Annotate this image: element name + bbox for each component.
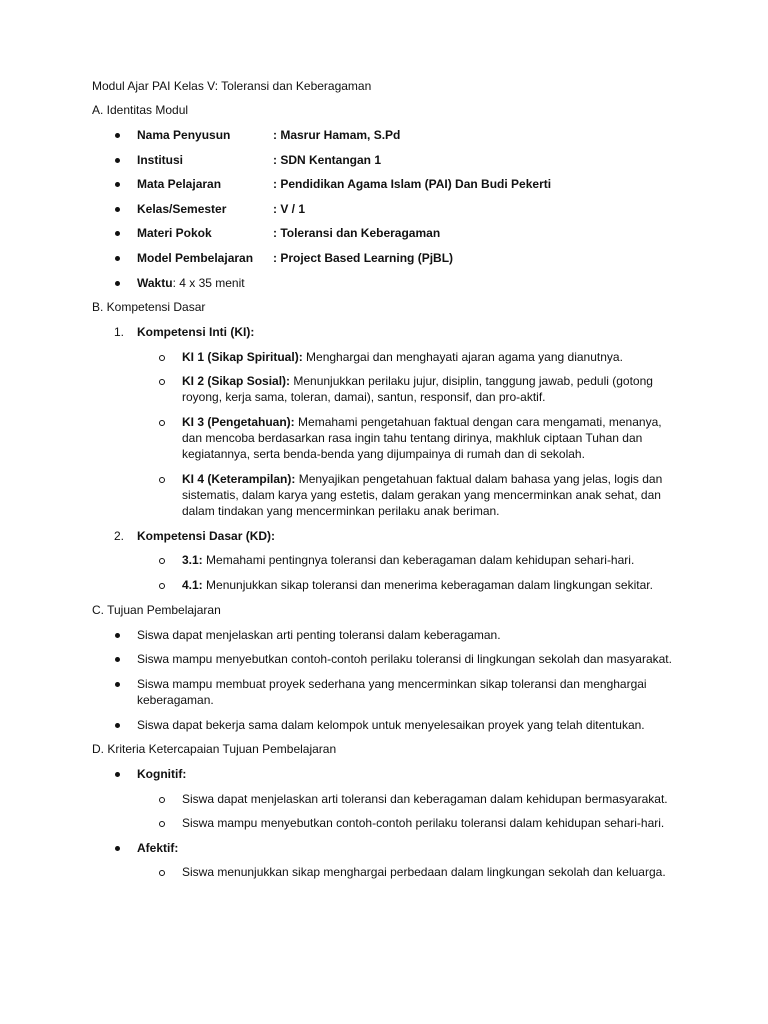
section-b-heading: B. Kompetensi Dasar bbox=[92, 300, 206, 315]
competency-kd: 2. Kompetensi Dasar (KD): 3.1: Memahami pentingnya toleransi dan keberagaman dalam kehidupan sehari-hari. 4.1: Menunjukkan sikap toleransi dan menerima keberagaman dalam lingkungan sekitar. bbox=[92, 528, 698, 593]
competency-list bbox=[92, 324, 698, 593]
bullet-icon bbox=[115, 182, 120, 187]
bullet-icon bbox=[115, 723, 120, 728]
identity-item: Mata Pelajaran : Pendidikan Agama Islam (PAI) Dan Budi Pekerti bbox=[92, 176, 698, 192]
identity-item: Kelas/Semester : V / 1 bbox=[92, 201, 698, 217]
ki-list bbox=[137, 349, 698, 519]
criteria-kognitif: Kognitif: Siswa dapat menjelaskan arti toleransi dan keberagaman dalam kehidupan bermasyarakat. Siswa mampu menyebutkan contoh-contoh perilaku toleransi dalam kehidupan sehari-hari. bbox=[92, 766, 698, 831]
bullet-icon bbox=[115, 231, 120, 236]
circle-bullet-icon bbox=[159, 379, 165, 385]
competency-ki: 1. Kompetensi Inti (KI): KI 1 (Sikap Spiritual): Menghargai dan menghayati ajaran agama yang dianutnya. KI 2 (Sikap Sosial): Menunjukkan perilaku jujur, disiplin, tanggung jawab, peduli (gotong royong, kerja sama, toleran, damai), santun, responsif, dan pro-aktif. KI 3 (Pengetahuan): Memahami pengetahuan faktual dengan cara mengamati, menanya, dan mencoba berdasarkan rasa ingin tahu tentang dirinya, makhluk ciptaan Tuhan dan kegiatannya, serta benda-benda yang dijumpainya di rumah dan di sekolah. KI 4 (Keterampilan): Menyajikan pengetahuan faktual dalam bahasa yang jelas, logis dan sistematis, dalam karya yang estetis, dalam gerakan yang mencerminkan anak sehat, dan dalam tindakan yang mencerminkan perilaku anak beriman. bbox=[92, 324, 698, 518]
objective-item: Siswa dapat menjelaskan arti penting toleransi dalam keberagaman. bbox=[92, 627, 682, 643]
objective-item: Siswa dapat bekerja sama dalam kelompok untuk menyelesaikan proyek yang telah ditentukan. bbox=[92, 717, 682, 733]
circle-bullet-icon bbox=[159, 420, 165, 426]
criteria-afektif: Afektif: Siswa menunjukkan sikap menghargai perbedaan dalam lingkungan sekolah dan keluarga. bbox=[92, 840, 698, 881]
kognitif-item: Siswa dapat menjelaskan arti toleransi dan keberagaman dalam kehidupan bermasyarakat. bbox=[92, 791, 680, 807]
objective-item: Siswa mampu menyebutkan contoh-contoh perilaku toleransi di lingkungan sekolah dan masyarakat. bbox=[92, 651, 682, 667]
bullet-icon bbox=[115, 133, 120, 138]
identity-item: Materi Pokok : Toleransi dan Keberagaman bbox=[92, 225, 698, 241]
ki-item: KI 1 (Sikap Spiritual): Menghargai dan menghayati ajaran agama yang dianutnya. bbox=[92, 349, 680, 365]
ki-item: KI 4 (Keterampilan): Menyajikan pengetahuan faktual dalam bahasa yang jelas, logis dan sistematis, dalam karya yang estetis, dalam gerakan yang mencerminkan anak sehat, dan dalam tindakan yang mencerminkan perilaku anak beriman. bbox=[92, 471, 680, 519]
bullet-icon bbox=[115, 846, 120, 851]
objective-item: Siswa mampu membuat proyek sederhana yang mencerminkan sikap toleransi dan menghargai keberagaman. bbox=[92, 676, 682, 708]
circle-bullet-icon bbox=[159, 870, 165, 876]
identity-list bbox=[92, 127, 698, 291]
criteria-list bbox=[92, 766, 698, 880]
identity-item: Model Pembelajaran : Project Based Learning (PjBL) bbox=[92, 250, 698, 266]
kd-item: 4.1: Menunjukkan sikap toleransi dan menerima keberagaman dalam lingkungan sekitar. bbox=[92, 577, 698, 593]
circle-bullet-icon bbox=[159, 355, 165, 361]
kognitif-item: Siswa mampu menyebutkan contoh-contoh perilaku toleransi dalam kehidupan sehari-hari. bbox=[92, 815, 680, 831]
kd-item: 3.1: Memahami pentingnya toleransi dan keberagaman dalam kehidupan sehari-hari. bbox=[92, 552, 698, 568]
identity-item: Nama Penyusun : Masrur Hamam, S.Pd bbox=[92, 127, 698, 143]
section-a-heading: A. Identitas Modul bbox=[92, 103, 189, 117]
ki-item: KI 2 (Sikap Sosial): Menunjukkan perilaku jujur, disiplin, tanggung jawab, peduli (gotong royong, kerja sama, toleran, damai), santun, responsif, dan pro-aktif. bbox=[92, 373, 680, 405]
bullet-icon bbox=[115, 682, 120, 687]
identity-item: Institusi : SDN Kentangan 1 bbox=[92, 152, 698, 168]
circle-bullet-icon bbox=[159, 477, 165, 483]
afektif-list bbox=[137, 864, 698, 880]
circle-bullet-icon bbox=[159, 821, 165, 827]
bullet-icon bbox=[115, 772, 120, 777]
identity-item-waktu: Waktu: 4 x 35 menit bbox=[92, 275, 698, 291]
objectives-list bbox=[92, 627, 698, 733]
circle-bullet-icon bbox=[159, 583, 165, 589]
circle-bullet-icon bbox=[159, 558, 165, 564]
bullet-icon bbox=[115, 633, 120, 638]
bullet-icon bbox=[115, 158, 120, 163]
section-d-heading: D. Kriteria Ketercapaian Tujuan Pembelajaran bbox=[92, 742, 337, 757]
circle-bullet-icon bbox=[159, 797, 165, 803]
bullet-icon bbox=[115, 207, 120, 212]
ki-item: KI 3 (Pengetahuan): Memahami pengetahuan faktual dengan cara mengamati, menanya, dan mencoba berdasarkan rasa ingin tahu tentang dirinya, makhluk ciptaan Tuhan dan kegiatannya, serta benda-benda yang dijumpainya di rumah dan di sekolah. bbox=[92, 414, 680, 462]
section-c-heading: C. Tujuan Pembelajaran bbox=[92, 602, 221, 617]
kd-list bbox=[137, 552, 698, 593]
bullet-icon bbox=[115, 281, 120, 286]
kognitif-list bbox=[137, 791, 698, 832]
bullet-icon bbox=[115, 657, 120, 662]
document-title: Modul Ajar PAI Kelas V: Toleransi dan Keberagaman bbox=[92, 79, 372, 93]
afektif-item: Siswa menunjukkan sikap menghargai perbedaan dalam lingkungan sekolah dan keluarga. bbox=[92, 864, 680, 880]
bullet-icon bbox=[115, 256, 120, 261]
